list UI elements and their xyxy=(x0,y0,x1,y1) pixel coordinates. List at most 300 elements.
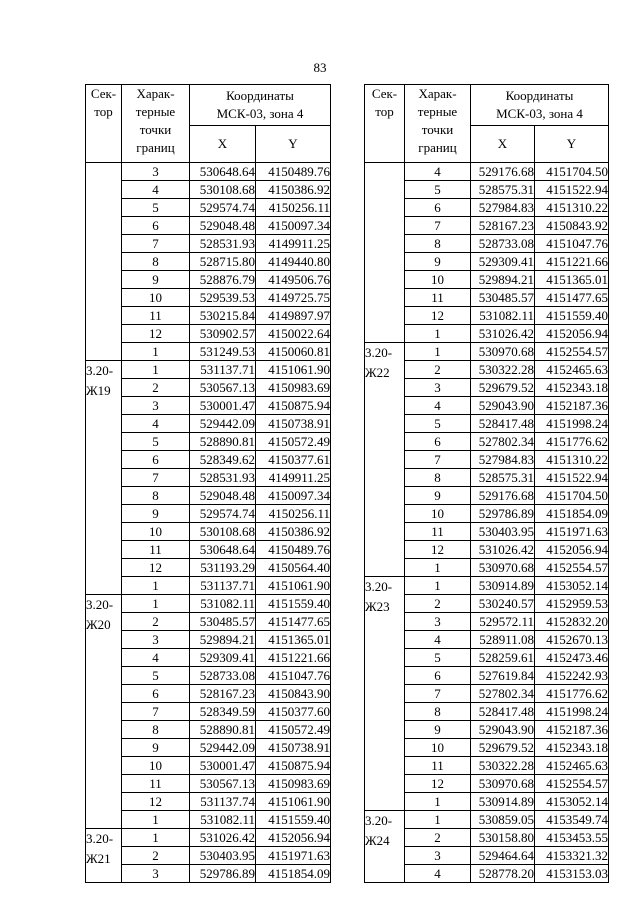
table-row xyxy=(86,451,331,469)
table-row xyxy=(86,811,331,829)
y-cell: 4149440.80 xyxy=(256,253,331,271)
y-cell: 4151971.63 xyxy=(535,523,609,541)
table-row xyxy=(86,469,331,487)
point-cell: 9 xyxy=(122,271,190,289)
y-cell: 4152670.13 xyxy=(535,631,609,649)
x-cell: 529574.74 xyxy=(190,505,256,523)
point-cell: 12 xyxy=(122,793,190,811)
x-cell: 528531.93 xyxy=(190,469,256,487)
point-cell: 1 xyxy=(405,559,471,577)
y-cell: 4152554.57 xyxy=(535,343,609,361)
y-cell: 4150022.64 xyxy=(256,325,331,343)
table-row xyxy=(86,667,331,685)
point-cell: 3 xyxy=(405,379,471,397)
sector-cell: 3.20- Ж23 xyxy=(365,577,405,811)
coordinates-table-right xyxy=(364,84,609,883)
coordinates-header: Координаты МСК-03, зона 4 xyxy=(471,85,609,126)
point-cell: 7 xyxy=(122,235,190,253)
x-cell: 531082.11 xyxy=(471,307,535,325)
x-cell: 528349.62 xyxy=(190,451,256,469)
y-cell: 4150489.76 xyxy=(256,163,331,181)
point-cell: 8 xyxy=(405,235,471,253)
y-cell: 4149911.25 xyxy=(256,469,331,487)
y-cell: 4153453.55 xyxy=(535,829,609,847)
point-cell: 11 xyxy=(122,307,190,325)
sector-cell: 3.20- Ж24 xyxy=(365,811,405,883)
y-cell: 4151559.40 xyxy=(256,595,331,613)
x-cell: 530567.13 xyxy=(190,379,256,397)
y-cell: 4150097.34 xyxy=(256,487,331,505)
x-cell: 530001.47 xyxy=(190,757,256,775)
table-row xyxy=(86,847,331,865)
y-cell: 4152465.63 xyxy=(535,757,609,775)
point-cell: 4 xyxy=(122,181,190,199)
y-cell: 4150983.69 xyxy=(256,775,331,793)
table-row xyxy=(86,613,331,631)
x-cell: 528531.93 xyxy=(190,235,256,253)
point-cell: 9 xyxy=(405,721,471,739)
x-cell: 527802.34 xyxy=(471,685,535,703)
point-cell: 5 xyxy=(122,667,190,685)
y-cell: 4150983.69 xyxy=(256,379,331,397)
y-cell: 4152465.63 xyxy=(535,361,609,379)
y-cell: 4151310.22 xyxy=(535,451,609,469)
y-cell: 4151310.22 xyxy=(535,199,609,217)
x-cell: 528911.08 xyxy=(471,631,535,649)
x-cell: 530108.68 xyxy=(190,181,256,199)
point-cell: 5 xyxy=(122,433,190,451)
y-cell: 4150564.40 xyxy=(256,559,331,577)
sector-header: Сек- тор xyxy=(365,85,405,163)
x-cell: 528349.59 xyxy=(190,703,256,721)
point-cell: 4 xyxy=(122,415,190,433)
x-cell: 530485.57 xyxy=(471,289,535,307)
point-cell: 9 xyxy=(122,739,190,757)
table-row xyxy=(86,595,331,613)
point-cell: 1 xyxy=(405,325,471,343)
x-cell: 529176.68 xyxy=(471,163,535,181)
y-header: Y xyxy=(256,126,331,163)
x-cell: 527619.84 xyxy=(471,667,535,685)
y-cell: 4150875.94 xyxy=(256,397,331,415)
point-cell: 4 xyxy=(122,649,190,667)
y-cell: 4153052.14 xyxy=(535,793,609,811)
point-cell: 7 xyxy=(122,469,190,487)
y-cell: 4150572.49 xyxy=(256,721,331,739)
point-cell: 10 xyxy=(122,289,190,307)
x-cell: 531026.42 xyxy=(190,829,256,847)
sector-header: Сек- тор xyxy=(86,85,122,163)
y-cell: 4151477.65 xyxy=(535,289,609,307)
y-cell: 4152473.46 xyxy=(535,649,609,667)
y-cell: 4150377.61 xyxy=(256,451,331,469)
x-cell: 529048.48 xyxy=(190,487,256,505)
x-cell: 529786.89 xyxy=(471,505,535,523)
sector-cell xyxy=(86,163,122,361)
x-cell: 531137.71 xyxy=(190,361,256,379)
x-cell: 529043.90 xyxy=(471,397,535,415)
table-row xyxy=(86,523,331,541)
y-cell: 4152056.94 xyxy=(535,541,609,559)
point-cell: 6 xyxy=(405,667,471,685)
y-cell: 4151776.62 xyxy=(535,685,609,703)
point-cell: 2 xyxy=(405,361,471,379)
coordinates-header: Координаты МСК-03, зона 4 xyxy=(190,85,331,126)
y-cell: 4150489.76 xyxy=(256,541,331,559)
table-row xyxy=(86,163,331,181)
point-cell: 5 xyxy=(405,649,471,667)
x-cell: 529894.21 xyxy=(471,271,535,289)
point-cell: 10 xyxy=(122,523,190,541)
x-cell: 531082.11 xyxy=(190,811,256,829)
x-cell: 528715.80 xyxy=(190,253,256,271)
x-cell: 528575.31 xyxy=(471,181,535,199)
table-row xyxy=(365,811,609,829)
table-row xyxy=(86,703,331,721)
point-cell: 8 xyxy=(405,469,471,487)
x-cell: 528259.61 xyxy=(471,649,535,667)
point-cell: 4 xyxy=(405,163,471,181)
table-row xyxy=(86,793,331,811)
y-cell: 4150572.49 xyxy=(256,433,331,451)
point-cell: 1 xyxy=(405,343,471,361)
point-cell: 3 xyxy=(122,163,190,181)
table-row xyxy=(365,163,609,181)
y-cell: 4151704.50 xyxy=(535,487,609,505)
y-cell: 4151998.24 xyxy=(535,415,609,433)
table-row xyxy=(86,379,331,397)
y-cell: 4150386.92 xyxy=(256,523,331,541)
x-cell: 528778.20 xyxy=(471,865,535,883)
y-cell: 4153052.14 xyxy=(535,577,609,595)
x-cell: 530902.57 xyxy=(190,325,256,343)
table-row xyxy=(86,487,331,505)
y-cell: 4149725.75 xyxy=(256,289,331,307)
point-cell: 12 xyxy=(405,541,471,559)
x-cell: 531026.42 xyxy=(471,541,535,559)
y-cell: 4150256.11 xyxy=(256,505,331,523)
point-cell: 3 xyxy=(405,847,471,865)
y-cell: 4152343.18 xyxy=(535,739,609,757)
x-cell: 529572.11 xyxy=(471,613,535,631)
table-row xyxy=(86,433,331,451)
x-cell: 530485.57 xyxy=(190,613,256,631)
table-body xyxy=(365,163,609,883)
point-cell: 5 xyxy=(122,199,190,217)
table-row xyxy=(86,541,331,559)
x-cell: 530322.28 xyxy=(471,361,535,379)
x-cell: 530322.28 xyxy=(471,757,535,775)
point-cell: 6 xyxy=(122,217,190,235)
y-cell: 4151477.65 xyxy=(256,613,331,631)
table-row xyxy=(86,829,331,847)
point-cell: 3 xyxy=(122,865,190,883)
point-cell: 11 xyxy=(122,775,190,793)
x-cell: 530215.84 xyxy=(190,307,256,325)
y-cell: 4150738.91 xyxy=(256,415,331,433)
x-cell: 530648.64 xyxy=(190,541,256,559)
x-cell: 530567.13 xyxy=(190,775,256,793)
point-cell: 11 xyxy=(122,541,190,559)
x-cell: 528167.23 xyxy=(471,217,535,235)
x-cell: 529043.90 xyxy=(471,721,535,739)
point-cell: 6 xyxy=(122,685,190,703)
x-cell: 529048.48 xyxy=(190,217,256,235)
x-header: X xyxy=(471,126,535,163)
table-row xyxy=(86,649,331,667)
x-cell: 530970.68 xyxy=(471,775,535,793)
x-cell: 527984.83 xyxy=(471,451,535,469)
point-cell: 11 xyxy=(405,523,471,541)
y-cell: 4150097.34 xyxy=(256,217,331,235)
sector-cell: 3.20- Ж20 xyxy=(86,595,122,829)
x-cell: 528876.79 xyxy=(190,271,256,289)
point-cell: 10 xyxy=(122,757,190,775)
y-cell: 4151971.63 xyxy=(256,847,331,865)
x-cell: 530403.95 xyxy=(190,847,256,865)
point-cell: 10 xyxy=(405,739,471,757)
point-cell: 6 xyxy=(405,433,471,451)
x-cell: 531137.71 xyxy=(190,577,256,595)
table-row xyxy=(86,415,331,433)
point-cell: 1 xyxy=(122,343,190,361)
table-row xyxy=(86,325,331,343)
point-cell: 8 xyxy=(122,487,190,505)
table-row xyxy=(86,199,331,217)
y-cell: 4151365.01 xyxy=(256,631,331,649)
point-cell: 7 xyxy=(405,217,471,235)
y-cell: 4150875.94 xyxy=(256,757,331,775)
table-row xyxy=(86,757,331,775)
x-cell: 529442.09 xyxy=(190,739,256,757)
y-cell: 4152554.57 xyxy=(535,559,609,577)
y-cell: 4149506.76 xyxy=(256,271,331,289)
x-cell: 529574.74 xyxy=(190,199,256,217)
y-cell: 4151061.90 xyxy=(256,361,331,379)
y-cell: 4151365.01 xyxy=(535,271,609,289)
table-row xyxy=(86,217,331,235)
y-cell: 4151221.66 xyxy=(535,253,609,271)
table-row xyxy=(86,559,331,577)
y-cell: 4152242.93 xyxy=(535,667,609,685)
x-cell: 529679.52 xyxy=(471,379,535,397)
point-cell: 1 xyxy=(122,829,190,847)
x-cell: 531193.29 xyxy=(190,559,256,577)
y-cell: 4151854.09 xyxy=(256,865,331,883)
y-cell: 4151061.90 xyxy=(256,577,331,595)
y-cell: 4153549.74 xyxy=(535,811,609,829)
point-cell: 1 xyxy=(122,361,190,379)
x-cell: 528417.48 xyxy=(471,703,535,721)
x-cell: 528733.08 xyxy=(471,235,535,253)
x-cell: 529539.53 xyxy=(190,289,256,307)
point-cell: 11 xyxy=(405,289,471,307)
y-cell: 4152959.53 xyxy=(535,595,609,613)
y-cell: 4150843.90 xyxy=(256,685,331,703)
x-cell: 530108.68 xyxy=(190,523,256,541)
table-row xyxy=(86,865,331,883)
point-cell: 2 xyxy=(122,613,190,631)
x-cell: 529442.09 xyxy=(190,415,256,433)
table-row xyxy=(86,721,331,739)
y-cell: 4151704.50 xyxy=(535,163,609,181)
table-row xyxy=(365,343,609,361)
point-cell: 5 xyxy=(405,181,471,199)
x-header: X xyxy=(190,126,256,163)
point-cell: 8 xyxy=(122,721,190,739)
y-cell: 4152187.36 xyxy=(535,397,609,415)
point-cell: 1 xyxy=(122,595,190,613)
x-cell: 528575.31 xyxy=(471,469,535,487)
point-cell: 5 xyxy=(405,415,471,433)
table-row xyxy=(86,253,331,271)
point-cell: 1 xyxy=(122,811,190,829)
point-cell: 2 xyxy=(122,847,190,865)
point-cell: 4 xyxy=(405,865,471,883)
y-cell: 4151522.94 xyxy=(535,181,609,199)
x-cell: 530970.68 xyxy=(471,559,535,577)
x-cell: 529786.89 xyxy=(190,865,256,883)
table-row xyxy=(86,235,331,253)
y-cell: 4150738.91 xyxy=(256,739,331,757)
y-cell: 4151559.40 xyxy=(256,811,331,829)
point-cell: 12 xyxy=(122,559,190,577)
point-cell: 9 xyxy=(405,487,471,505)
point-cell: 8 xyxy=(122,253,190,271)
x-cell: 527984.83 xyxy=(471,199,535,217)
y-cell: 4151047.76 xyxy=(256,667,331,685)
point-cell: 2 xyxy=(122,379,190,397)
y-cell: 4151998.24 xyxy=(535,703,609,721)
table-row xyxy=(86,343,331,361)
point-cell: 10 xyxy=(405,271,471,289)
x-cell: 530914.89 xyxy=(471,577,535,595)
y-cell: 4150386.92 xyxy=(256,181,331,199)
sector-cell: 3.20- Ж21 xyxy=(86,829,122,883)
y-cell: 4152056.94 xyxy=(535,325,609,343)
x-cell: 529679.52 xyxy=(471,739,535,757)
point-cell: 12 xyxy=(405,775,471,793)
table-row xyxy=(86,181,331,199)
table-row xyxy=(86,271,331,289)
y-cell: 4153153.03 xyxy=(535,865,609,883)
point-cell: 2 xyxy=(405,595,471,613)
x-cell: 531026.42 xyxy=(471,325,535,343)
coordinates-table-left xyxy=(85,84,331,883)
sector-cell: 3.20- Ж22 xyxy=(365,343,405,577)
y-cell: 4152056.94 xyxy=(256,829,331,847)
point-cell: 1 xyxy=(405,811,471,829)
point-cell: 9 xyxy=(122,505,190,523)
table-row xyxy=(86,631,331,649)
x-cell: 530970.68 xyxy=(471,343,535,361)
point-cell: 4 xyxy=(405,397,471,415)
x-cell: 530914.89 xyxy=(471,793,535,811)
y-cell: 4151221.66 xyxy=(256,649,331,667)
point-cell: 1 xyxy=(405,793,471,811)
page-number: 83 xyxy=(313,60,327,75)
point-cell: 12 xyxy=(405,307,471,325)
point-cell: 3 xyxy=(122,631,190,649)
table-body xyxy=(86,163,331,883)
x-cell: 528167.23 xyxy=(190,685,256,703)
point-cell: 2 xyxy=(405,829,471,847)
y-cell: 4150377.60 xyxy=(256,703,331,721)
point-cell: 12 xyxy=(122,325,190,343)
point-cell: 11 xyxy=(405,757,471,775)
x-cell: 528417.48 xyxy=(471,415,535,433)
point-cell: 7 xyxy=(405,685,471,703)
y-cell: 4150843.92 xyxy=(535,217,609,235)
table-row xyxy=(86,505,331,523)
x-cell: 528890.81 xyxy=(190,721,256,739)
x-cell: 530240.57 xyxy=(471,595,535,613)
point-cell: 3 xyxy=(405,613,471,631)
y-cell: 4151522.94 xyxy=(535,469,609,487)
point-cell: 10 xyxy=(405,505,471,523)
x-cell: 530158.80 xyxy=(471,829,535,847)
table-row xyxy=(86,361,331,379)
x-cell: 528890.81 xyxy=(190,433,256,451)
y-cell: 4151047.76 xyxy=(535,235,609,253)
table-row xyxy=(365,577,609,595)
x-cell: 531249.53 xyxy=(190,343,256,361)
y-cell: 4150060.81 xyxy=(256,343,331,361)
y-cell: 4151061.90 xyxy=(256,793,331,811)
points-header: Харак- терные точки границ xyxy=(122,85,190,163)
x-cell: 530403.95 xyxy=(471,523,535,541)
point-cell: 6 xyxy=(122,451,190,469)
x-cell: 528733.08 xyxy=(190,667,256,685)
point-cell: 1 xyxy=(122,577,190,595)
table-row xyxy=(86,739,331,757)
y-cell: 4149897.97 xyxy=(256,307,331,325)
point-cell: 1 xyxy=(405,577,471,595)
y-header: Y xyxy=(535,126,609,163)
table-row xyxy=(86,577,331,595)
y-cell: 4149911.25 xyxy=(256,235,331,253)
point-cell: 7 xyxy=(405,451,471,469)
y-cell: 4152832.20 xyxy=(535,613,609,631)
table-row xyxy=(86,685,331,703)
x-cell: 529176.68 xyxy=(471,487,535,505)
y-cell: 4151776.62 xyxy=(535,433,609,451)
y-cell: 4152187.36 xyxy=(535,721,609,739)
x-cell: 529309.41 xyxy=(471,253,535,271)
sector-cell xyxy=(365,163,405,343)
y-cell: 4150256.11 xyxy=(256,199,331,217)
point-cell: 3 xyxy=(122,397,190,415)
table-row xyxy=(86,289,331,307)
y-cell: 4152554.57 xyxy=(535,775,609,793)
point-cell: 8 xyxy=(405,703,471,721)
x-cell: 530859.05 xyxy=(471,811,535,829)
y-cell: 4151559.40 xyxy=(535,307,609,325)
y-cell: 4151854.09 xyxy=(535,505,609,523)
x-cell: 527802.34 xyxy=(471,433,535,451)
x-cell: 529894.21 xyxy=(190,631,256,649)
point-cell: 6 xyxy=(405,199,471,217)
points-header: Харак- терные точки границ xyxy=(405,85,471,163)
point-cell: 4 xyxy=(405,631,471,649)
y-cell: 4153321.32 xyxy=(535,847,609,865)
sector-cell: 3.20- Ж19 xyxy=(86,361,122,595)
x-cell: 530001.47 xyxy=(190,397,256,415)
table-row xyxy=(86,307,331,325)
point-cell: 9 xyxy=(405,253,471,271)
table-row xyxy=(86,775,331,793)
x-cell: 531137.74 xyxy=(190,793,256,811)
